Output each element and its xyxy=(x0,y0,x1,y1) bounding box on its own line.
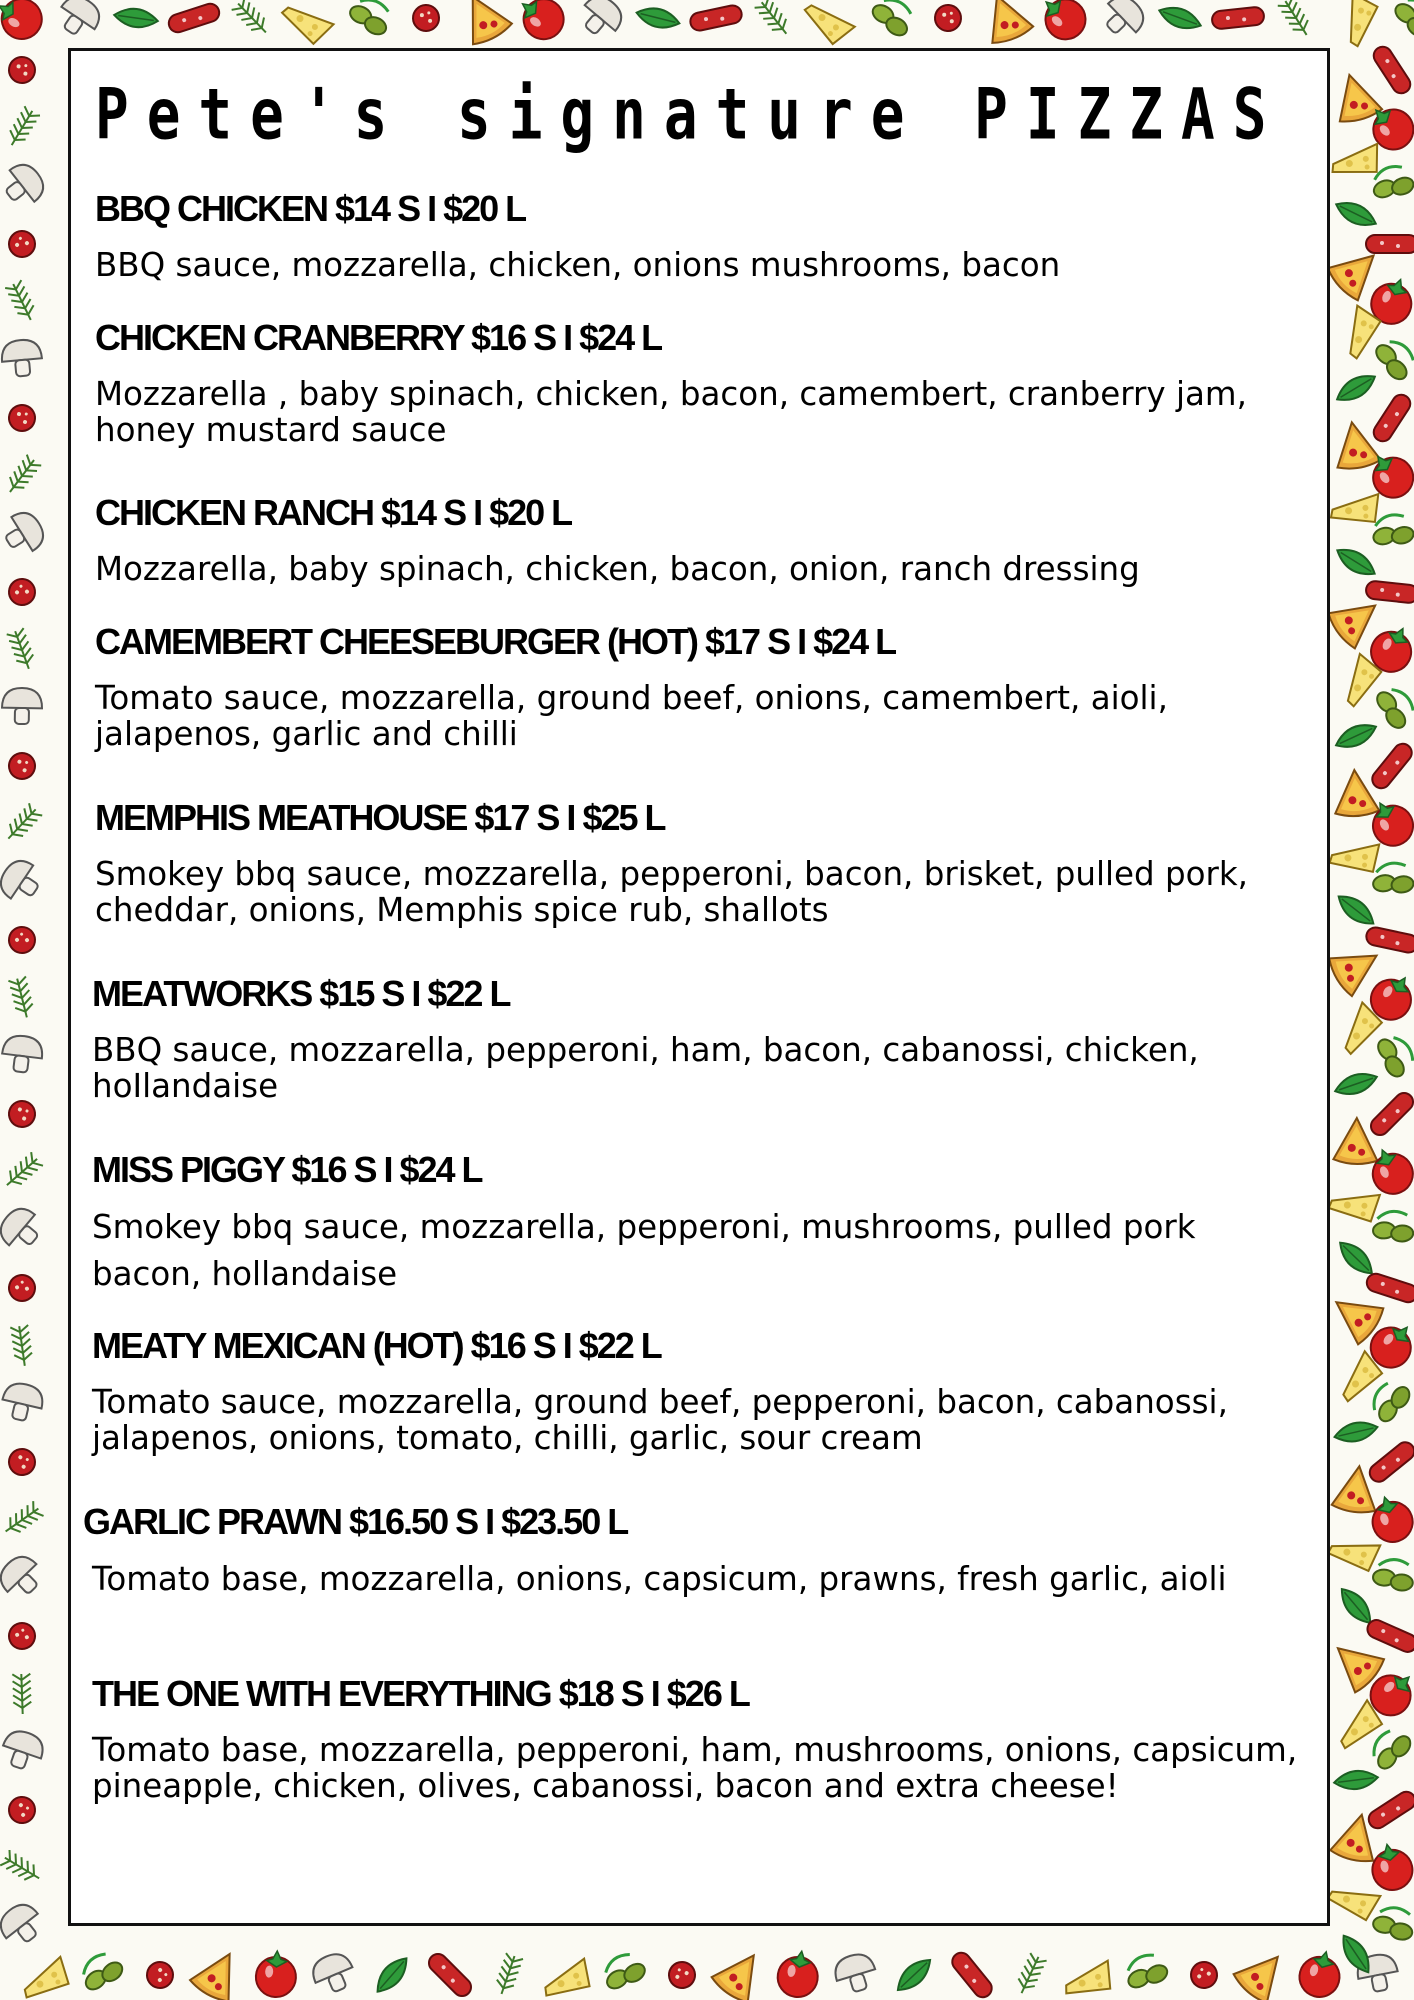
tomato-icon xyxy=(775,1948,822,2000)
salami-icon xyxy=(949,1949,996,2000)
pepperoni-icon xyxy=(1186,1957,1222,1993)
item-description: Tomato sauce, mozzarella, ground beef, onions, camembert, aioli, jalapenos, garlic and chilli xyxy=(95,679,1168,753)
basil-leaf-icon xyxy=(1332,1068,1379,1099)
menu-item-meatworks xyxy=(92,972,1304,1104)
basil-leaf-icon xyxy=(1332,196,1379,231)
tomato-icon xyxy=(511,0,572,47)
mushroom-icon xyxy=(574,0,628,43)
herb-sprig-icon xyxy=(3,455,41,498)
tomato-icon xyxy=(0,0,49,46)
pizza-slice-icon xyxy=(1231,1942,1294,2000)
cheese-icon xyxy=(1329,1179,1382,1226)
item-heading: BBQ CHICKEN $14 S I $20 L xyxy=(95,188,526,229)
item-description: Tomato base, mozzarella, pepperoni, ham, mushrooms, onions, capsicum, pineapple, chicken, olives, cabanossi, bacon and extra cheese! xyxy=(92,1731,1298,1805)
mushroom-icon xyxy=(0,1034,44,1075)
pepperoni-icon xyxy=(7,55,37,85)
mushroom-icon xyxy=(0,1898,48,1951)
pepperoni-icon xyxy=(664,1957,700,1993)
mushroom-icon xyxy=(52,0,105,42)
pepperoni-icon xyxy=(142,1957,178,1993)
basil-leaf-icon xyxy=(371,1952,413,1997)
pepperoni-icon xyxy=(5,1619,39,1653)
olive-icon xyxy=(1372,1210,1414,1243)
item-description: Smokey bbq sauce, mozzarella, pepperoni, mushrooms, pulled pork bacon, hollandaise xyxy=(92,1208,1196,1293)
menu-item-chicken-cranberry xyxy=(95,316,1307,448)
pizza-slice-icon xyxy=(188,1943,249,2000)
menu-item-chicken-ranch xyxy=(95,491,1307,587)
herb-sprig-icon xyxy=(0,1850,44,1886)
item-description: BBQ sauce, mozzarella, pepperoni, ham, bacon, cabanossi, chicken, hoIlandaise xyxy=(92,1031,1199,1105)
menu-item-meaty-mexican xyxy=(92,1324,1304,1456)
olive-icon xyxy=(598,1948,648,1995)
item-description: Tomato base, mozzarella, onions, capsicum, prawns, fresh garlic, aioli xyxy=(92,1560,1227,1598)
salami-icon xyxy=(1365,1788,1414,1831)
pepperoni-icon xyxy=(4,574,41,611)
item-heading: GARLIC PRAWN $16.50 S I $23.50 L xyxy=(83,1501,628,1542)
menu-item-the-one-with-everything xyxy=(92,1672,1304,1804)
cheese-icon xyxy=(282,0,335,46)
basil-leaf-icon xyxy=(1156,2,1204,34)
herb-sprig-icon xyxy=(10,1325,33,1367)
basil-leaf-icon xyxy=(1334,1236,1378,1280)
herb-sprig-icon xyxy=(12,1674,31,1715)
mushroom-icon xyxy=(831,1950,880,1996)
basil-leaf-icon xyxy=(1333,889,1379,930)
pizza-slice-icon xyxy=(1328,69,1383,125)
pepperoni-icon xyxy=(4,1096,39,1131)
cheese-icon xyxy=(805,0,856,46)
mushroom-icon xyxy=(0,1727,47,1774)
tomato-icon xyxy=(1295,1947,1346,2000)
pizza-slice-icon xyxy=(453,0,513,48)
olive-icon xyxy=(1390,0,1414,40)
menu-item-memphis-meathouse xyxy=(95,796,1307,928)
salami-icon xyxy=(1365,926,1414,954)
item-heading: MEMPHIS MEATHOUSE $17 S I $25 L xyxy=(95,797,665,838)
basil-leaf-icon xyxy=(1333,543,1380,582)
basil-leaf-icon xyxy=(1333,1418,1380,1445)
cheese-icon xyxy=(542,1958,590,1995)
salami-icon xyxy=(1370,43,1413,96)
herb-sprig-icon xyxy=(8,976,35,1019)
olive-icon xyxy=(1370,860,1414,896)
olive-icon xyxy=(1366,1377,1412,1427)
olive-icon xyxy=(868,0,918,39)
pizza-slice-icon xyxy=(709,1943,771,2000)
pepperoni-icon xyxy=(5,749,39,783)
herb-sprig-icon xyxy=(7,628,38,672)
olive-icon xyxy=(76,1947,126,1996)
pepperoni-icon xyxy=(4,1270,39,1305)
basil-leaf-icon xyxy=(892,1953,936,1996)
menu-panel xyxy=(68,48,1330,1926)
olive-icon xyxy=(1371,1905,1414,1941)
salami-icon xyxy=(166,1,221,34)
salami-icon xyxy=(425,1950,474,1999)
tomato-icon xyxy=(1367,1840,1414,1893)
salami-icon xyxy=(1365,1617,1414,1655)
herb-sprig-icon xyxy=(755,0,794,39)
mushroom-icon xyxy=(2,688,43,725)
mushroom-icon xyxy=(0,1202,47,1256)
olive-icon xyxy=(346,0,395,38)
item-heading: THE ONE WITH EVERYTHING $18 S I $26 L xyxy=(92,1673,749,1714)
mushroom-icon xyxy=(0,1550,48,1604)
herb-sprig-icon xyxy=(0,1501,43,1539)
pizza-slice-icon xyxy=(977,0,1035,47)
pepperoni-icon xyxy=(413,5,440,32)
herb-sprig-icon xyxy=(1278,0,1314,40)
mushroom-icon xyxy=(0,158,50,212)
salami-icon xyxy=(1211,6,1265,29)
salami-icon xyxy=(1367,1089,1414,1138)
salami-icon xyxy=(1365,580,1414,603)
mushroom-icon xyxy=(0,338,43,377)
herb-sprig-icon xyxy=(2,803,42,845)
item-heading: MEATY MEXICAN (HOT) $16 S I $22 L xyxy=(92,1325,661,1366)
salami-icon xyxy=(1369,740,1414,792)
basil-leaf-icon xyxy=(1332,719,1379,754)
salami-icon xyxy=(1366,1439,1414,1486)
tomato-icon xyxy=(1033,0,1094,48)
cheese-icon xyxy=(1066,1961,1111,1994)
basil-leaf-icon xyxy=(113,6,159,30)
herb-sprig-icon xyxy=(5,280,39,324)
salami-icon xyxy=(689,4,744,32)
item-description: Mozzarella, baby spinach, chicken, bacon, onion, ranch dressing xyxy=(95,550,1140,588)
basil-leaf-icon xyxy=(634,4,681,32)
mushroom-icon xyxy=(0,1380,46,1424)
menu-item-miss-piggy xyxy=(92,1148,1304,1298)
mushroom-icon xyxy=(1097,0,1151,44)
item-heading: MEATWORKS $15 S I $22 L xyxy=(92,973,510,1014)
item-description: Smokey bbq sauce, mozzarella, pepperoni, bacon, brisket, pulled pork, cheddar, onions, Memphis spice rub, shallots xyxy=(95,855,1248,929)
item-description: Tomato sauce, mozzarella, ground beef, pepperoni, bacon, cabanossi, jalapenos, onions, tomato, chilli, garlic, sour cream xyxy=(92,1383,1228,1457)
basil-leaf-icon xyxy=(1333,1768,1379,1791)
cheese-icon xyxy=(1330,832,1381,875)
herb-sprig-icon xyxy=(1,1152,43,1192)
pepperoni-icon xyxy=(4,922,40,958)
herb-sprig-icon xyxy=(1013,1953,1046,1997)
olive-icon xyxy=(1370,681,1414,731)
mushroom-icon xyxy=(0,506,50,559)
cheese-icon xyxy=(1330,0,1380,46)
menu-title: Pete's signature PIZZAS xyxy=(95,74,1285,156)
cheese-icon xyxy=(1331,486,1380,526)
pizza-slice-icon xyxy=(1330,419,1381,472)
mushroom-icon xyxy=(0,854,46,907)
menu-item-bbq-chicken xyxy=(95,187,1307,283)
herb-sprig-icon xyxy=(232,0,273,39)
tomato-icon xyxy=(255,1950,297,1998)
salami-icon xyxy=(1366,235,1414,253)
herb-sprig-icon xyxy=(4,106,40,150)
basil-leaf-icon xyxy=(1333,369,1380,407)
olive-icon xyxy=(1366,1724,1414,1774)
salami-icon xyxy=(1364,1271,1414,1304)
item-heading: CHICKEN RANCH $14 S I $20 L xyxy=(95,492,572,533)
olive-icon xyxy=(1372,1558,1414,1591)
mushroom-icon xyxy=(308,1949,359,1998)
cheese-icon xyxy=(19,1956,69,1997)
olive-icon xyxy=(1121,1949,1171,1994)
item-heading: MISS PIGGY $16 S I $24 L xyxy=(92,1149,482,1190)
pepperoni-icon xyxy=(4,1792,41,1829)
herb-sprig-icon xyxy=(493,1953,523,1997)
olive-icon xyxy=(1371,1030,1414,1080)
item-description: Mozzarella , baby spinach, chicken, bacon, camembert, cranberry jam, honey mustard sauce xyxy=(95,375,1247,449)
item-heading: CAMEMBERT CHEESEBURGER (HOT) $17 S I $24 L xyxy=(95,621,896,662)
menu-item-garlic-prawn xyxy=(83,1500,1295,1603)
item-heading: CHICKEN CRANBERRY $16 S I $24 L xyxy=(95,317,662,358)
salami-icon xyxy=(1370,391,1413,444)
cheese-icon xyxy=(1333,140,1380,176)
menu-item-camembert-cheeseburger xyxy=(95,620,1307,752)
pepperoni-icon xyxy=(934,4,962,32)
pepperoni-icon xyxy=(6,402,38,434)
pepperoni-icon xyxy=(4,226,41,263)
olive-icon xyxy=(1370,334,1414,383)
pepperoni-icon xyxy=(4,1444,40,1480)
cheese-icon xyxy=(1328,1525,1382,1574)
tomato-icon xyxy=(1366,1491,1414,1547)
item-description: BBQ sauce, mozzarella, chicken, onions mushrooms, bacon xyxy=(95,246,1061,284)
